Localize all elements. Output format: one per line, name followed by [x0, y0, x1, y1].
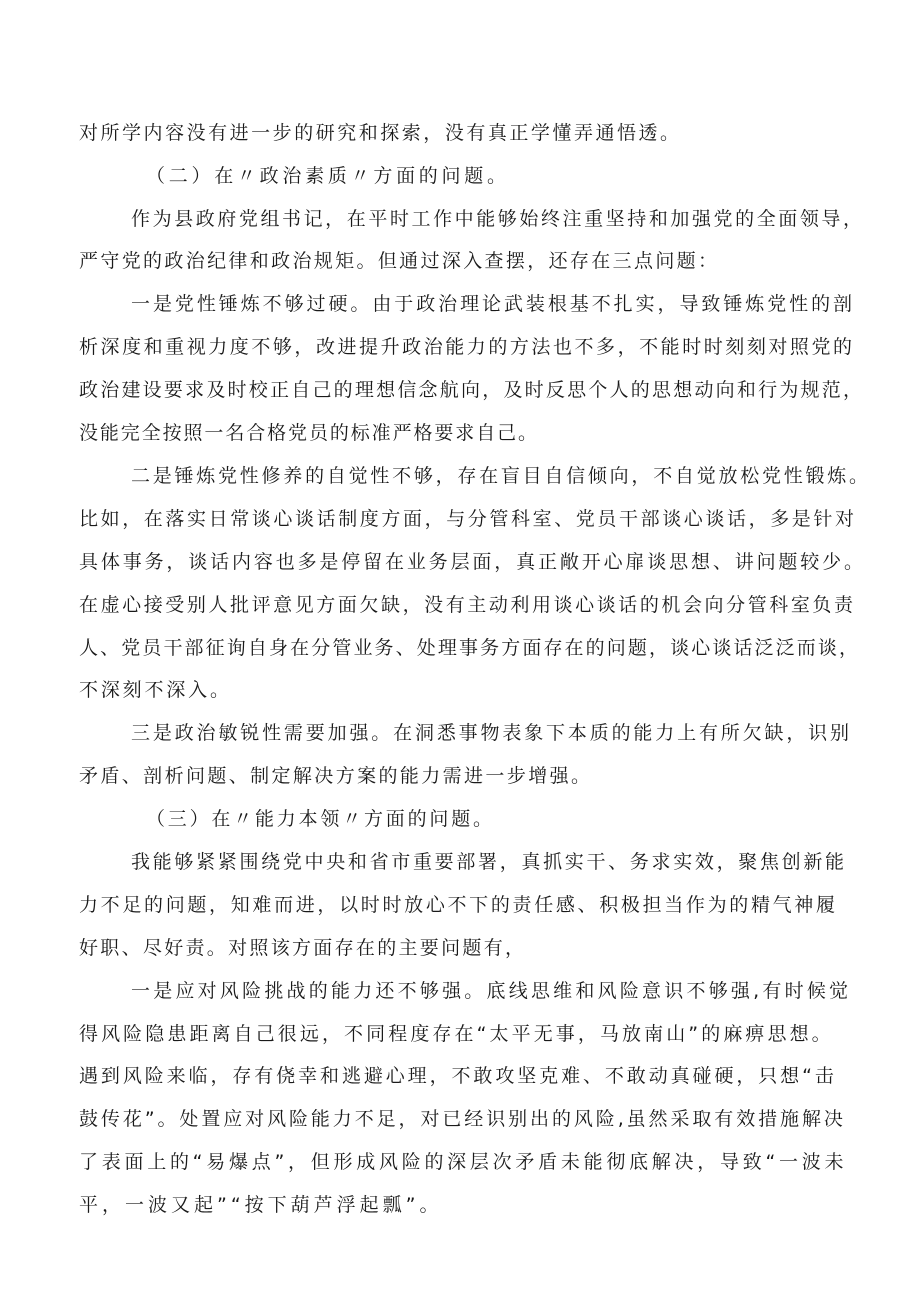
text-line-22: 得风险隐患距离自己很远，不同程度存在“太平无事，马放南山”的麻痹思想。: [79, 1023, 834, 1045]
text-line-21: 一是应对风险挑战的能力还不够强。底线思维和风险意识不够强,有时候觉: [131, 980, 852, 1002]
text-line-11: 具体事务，谈话内容也多是停留在业务层面，真正敞开心扉谈思想、讲问题较少。: [79, 551, 866, 573]
text-line-10: 比如，在落实日常谈心谈话制度方面，与分管科室、党员干部谈心谈话，多是针对: [79, 508, 857, 530]
text-line-9: 二是锤炼党性修养的自觉性不够，存在盲目自信倾向，不自觉放松党性锻炼。: [131, 465, 871, 487]
text-line-5: 一是党性锤炼不够过硬。由于政治理论武装根基不扎实，导致锤炼党性的剖: [131, 293, 855, 315]
text-line-16: 矛盾、剖析问题、制定解决方案的能力需进一步增强。: [79, 765, 593, 787]
section-heading-2: （二）在〃政治素质〃方面的问题。: [146, 165, 510, 187]
text-line-26: 平，一波又起”“按下葫芦浮起瓢”。: [79, 1194, 443, 1216]
text-line-4: 严守党的政治纪律和政治规矩。但通过深入查摆，还存在三点问题：: [79, 250, 720, 272]
text-line-25: 了表面上的“易爆点”，但形成风险的深层次矛盾未能彻底解决，导致“一波未: [79, 1151, 848, 1173]
text-line-24: 鼓传花”。处置应对风险能力不足，对已经识别出的风险,虽然采取有效措施解决: [79, 1108, 846, 1130]
text-line-6: 析深度和重视力度不够，改进提升政治能力的方法也不多，不能时时刻刻对照党的: [79, 336, 855, 358]
text-line-23: 遇到风险来临，存有侥幸和逃避心理，不敢攻坚克难、不敢动真碰硬，只想“击: [79, 1065, 837, 1087]
text-line-19: 力不足的问题，知难而进，以时时放心不下的责任感、积极担当作为的精气神履: [79, 894, 838, 916]
text-line-7: 政治建设要求及时校正自己的理想信念航向，及时反思个人的思想动向和行为规范，: [79, 379, 865, 401]
text-line-15: 三是政治敏锐性需要加强。在洞悉事物表象下本质的能力上有所欠缺，识别: [131, 722, 852, 744]
text-line-1: 对所学内容没有进一步的研究和探索，没有真正学懂弄通悟透。: [79, 122, 682, 144]
text-line-18: 我能够紧紧围绕党中央和省市重要部署，真抓实干、务求实效，聚焦创新能: [131, 851, 847, 873]
text-line-3: 作为县政府党组书记，在平时工作中能够始终注重坚持和加强党的全面领导，: [131, 208, 865, 230]
section-heading-17: （三）在〃能力本领〃方面的问题。: [146, 808, 495, 830]
text-line-20: 好职、尽好责。对照该方面存在的主要问题有，: [79, 937, 527, 959]
text-line-8: 没能完全按照一名合格党员的标准严格要求自己。: [79, 422, 539, 444]
text-line-14: 不深刻不深入。: [79, 679, 232, 701]
text-line-12: 在虚心接受别人批评意见方面欠缺，没有主动利用谈心谈话的机会向分管科室负责: [79, 594, 856, 616]
text-line-13: 人、党员干部征询自身在分管业务、处理事务方面存在的问题，谈心谈话泛泛而谈，: [79, 637, 861, 659]
